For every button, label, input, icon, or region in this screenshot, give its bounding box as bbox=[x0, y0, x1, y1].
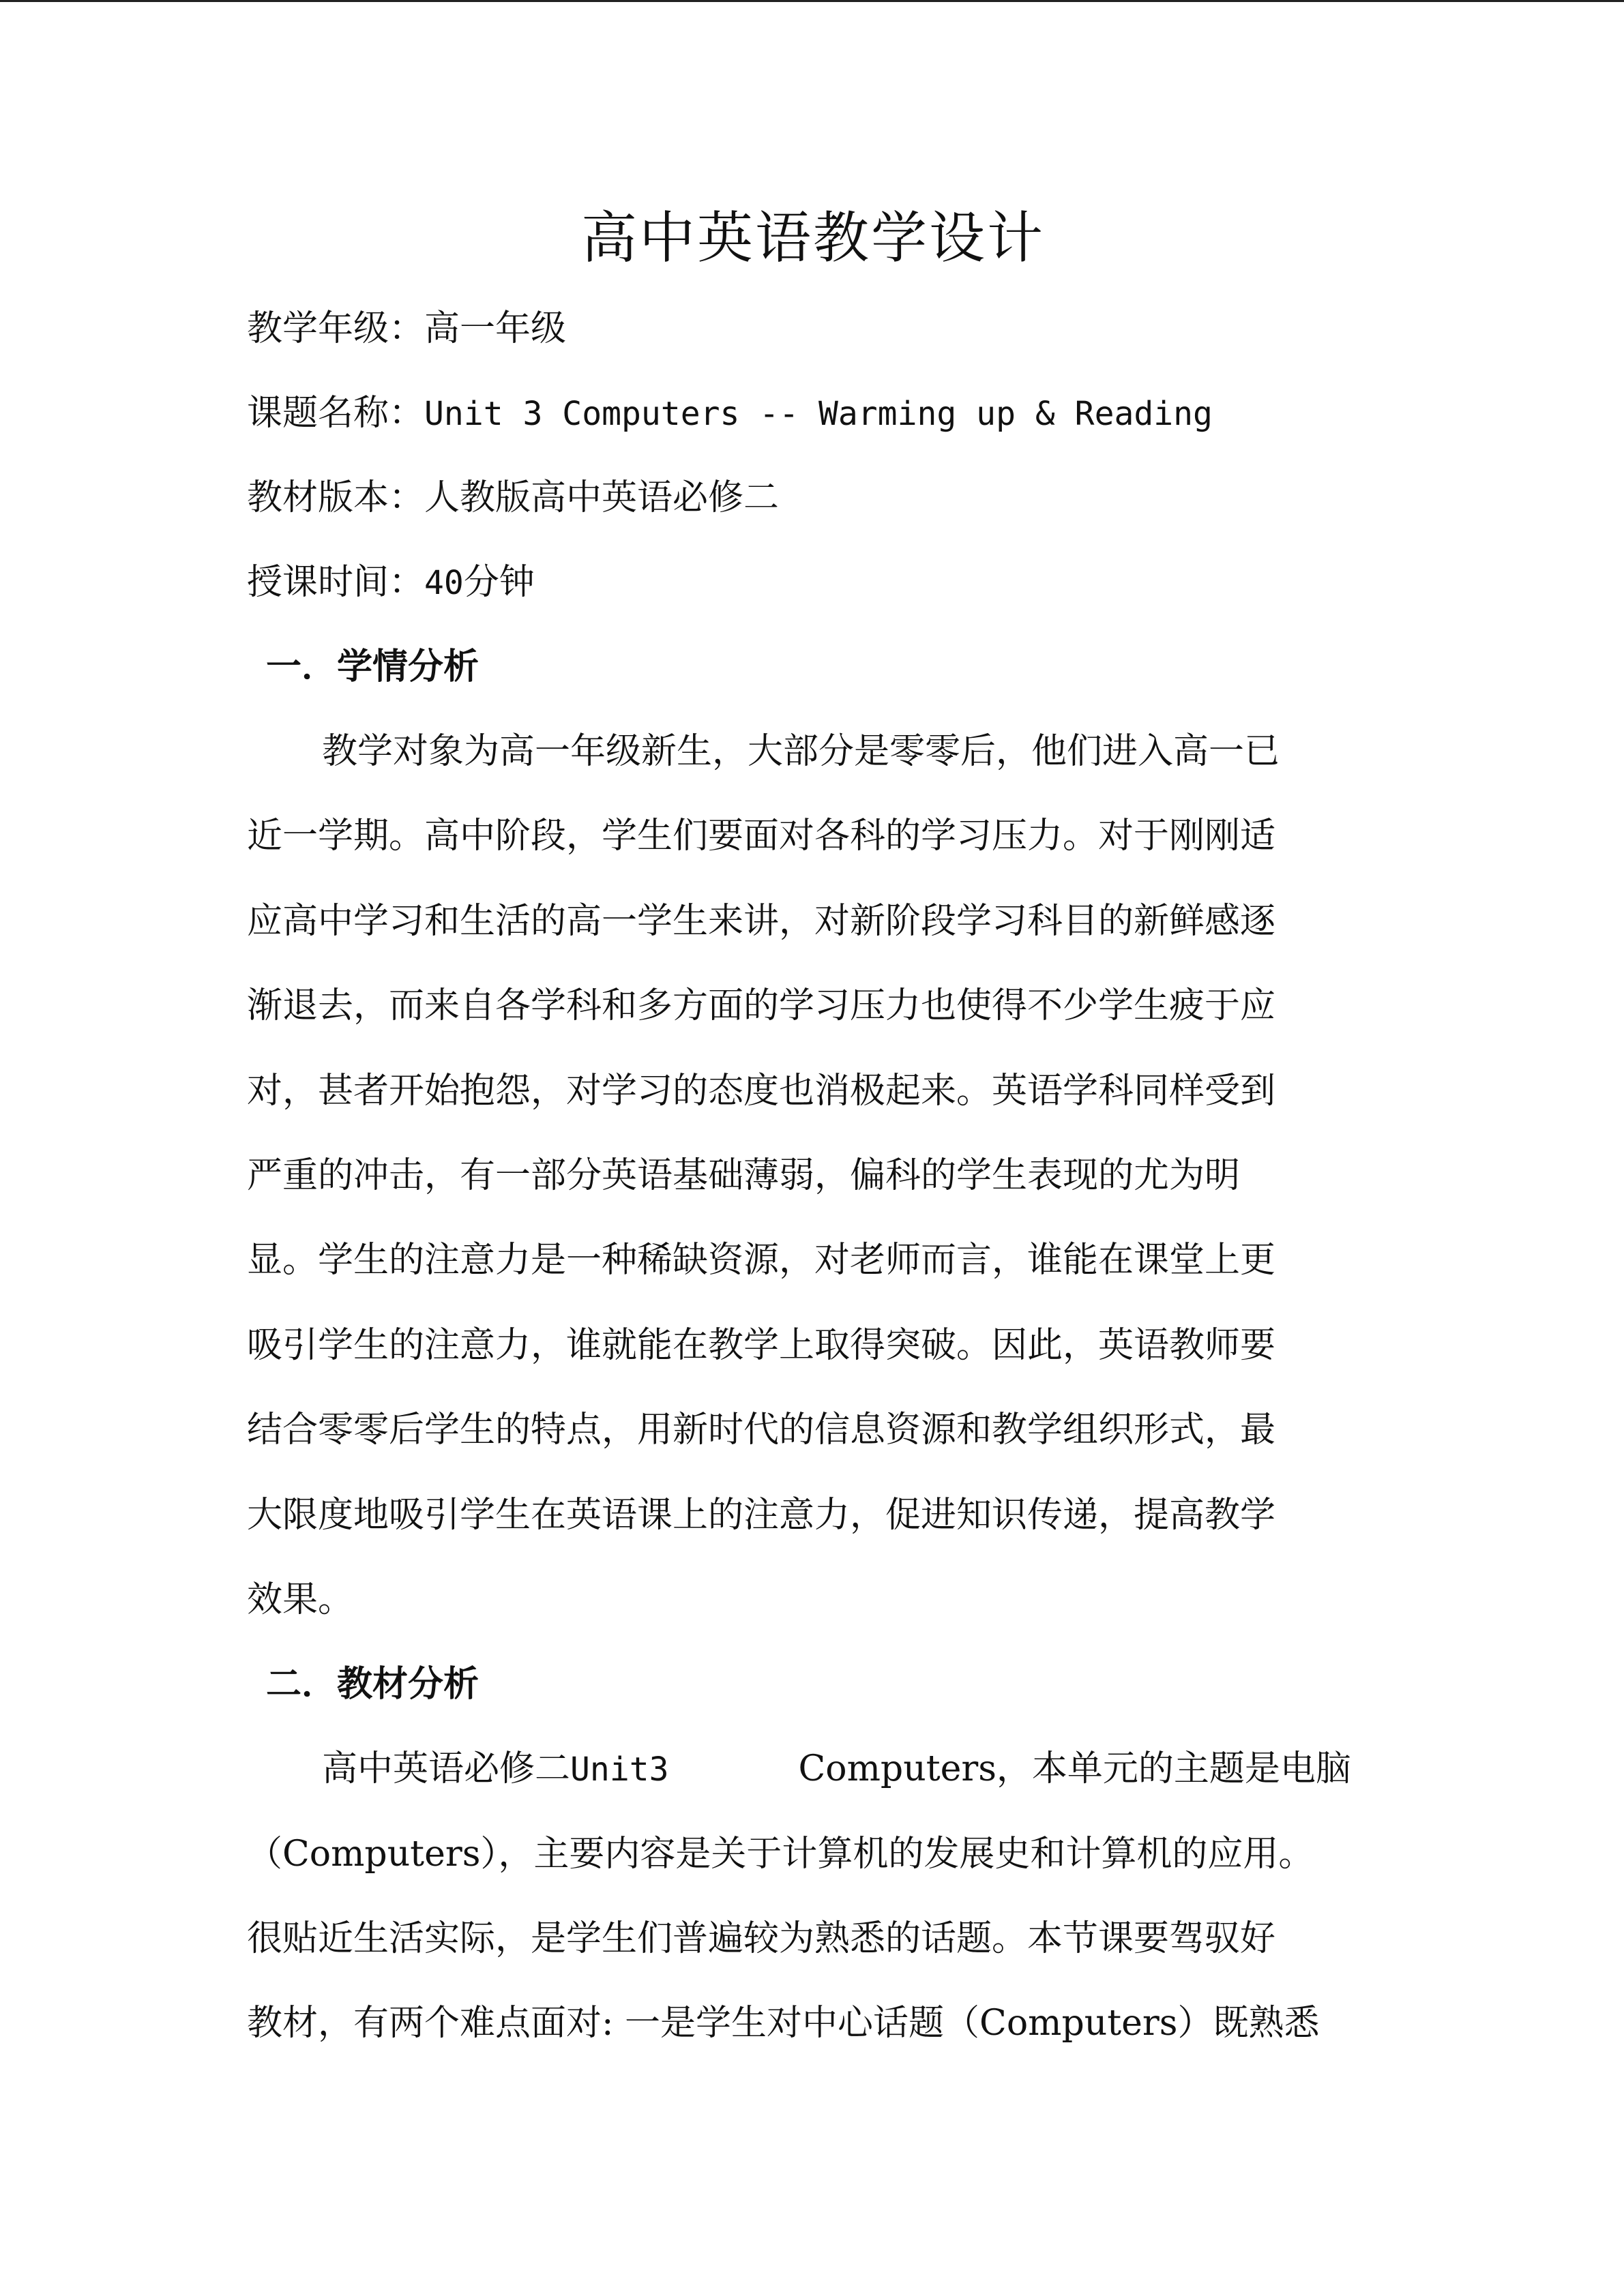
paragraph-line bbox=[247, 1727, 1379, 1811]
document-title: 高中英语教学设计 bbox=[580, 206, 1045, 271]
paragraph-text: Unit3 bbox=[570, 1750, 669, 1789]
paragraph-line: 吸引学生的注意力，谁就能在教学上取得突破。因此，英语教师要 bbox=[247, 1324, 1276, 1366]
meta-duration-unit: 分钟 bbox=[463, 562, 535, 603]
meta-topic-value: Unit 3 Computers -- Warming up & Reading bbox=[424, 395, 1213, 433]
meta-grade-label: 教学年级： bbox=[247, 308, 425, 349]
paragraph-textbook-analysis bbox=[247, 1727, 1379, 2066]
paragraph-student-analysis bbox=[247, 709, 1379, 1642]
page-top-border bbox=[0, 0, 1624, 2]
meta-duration-label: 授课时间： bbox=[247, 562, 425, 603]
paragraph-line: 显。学生的注意力是一种稀缺资源，对老师而言，谁能在课堂上更 bbox=[247, 1240, 1276, 1281]
paragraph-text: Computers，本单元的主题是电脑 bbox=[798, 1748, 1351, 1790]
meta-textbook bbox=[247, 456, 1379, 540]
paragraph-line: 很贴近生活实际，是学生们普遍较为熟悉的话题。本节课要驾驭好 bbox=[247, 1918, 1276, 1960]
section-heading-textbook-analysis: 二．教材分析 bbox=[266, 1664, 479, 1705]
paragraph-line: 对，甚者开始抱怨，对学习的态度也消极起来。英语学科同样受到 bbox=[247, 1070, 1276, 1112]
meta-duration-number: 40 bbox=[424, 564, 464, 602]
paragraph-line: 应高中学习和生活的高一学生来讲，对新阶段学习科目的新鲜感逐 bbox=[247, 900, 1276, 942]
paragraph-line: 渐退去，而来自各学科和多方面的学习压力也使得不少学生疲于应 bbox=[247, 985, 1276, 1027]
paragraph-line: 教学对象为高一年级新生，大部分是零零后，他们进入高一已 bbox=[322, 731, 1280, 772]
paragraph-line: 近一学期。高中阶段，学生们要面对各科的学习压力。对于刚刚适 bbox=[247, 816, 1276, 857]
meta-grade bbox=[247, 286, 1379, 371]
meta-grade-value: 高一年级 bbox=[424, 308, 567, 349]
paragraph-line: 大限度地吸引学生在英语课上的注意力，促进知识传递，提高教学 bbox=[247, 1494, 1276, 1536]
meta-topic bbox=[247, 371, 1379, 456]
meta-textbook-value: 人教版高中英语必修二 bbox=[424, 477, 780, 518]
section-heading-student-analysis: 一．学情分析 bbox=[266, 646, 479, 687]
paragraph-line: （Computers），主要内容是关于计算机的发展史和计算机的应用。 bbox=[247, 1833, 1314, 1875]
paragraph-line: 教材，有两个难点面对: 一是学生对中心话题（Computers）既熟悉 bbox=[247, 2003, 1320, 2044]
paragraph-line: 结合零零后学生的特点，用新时代的信息资源和教学组织形式，最 bbox=[247, 1410, 1276, 1451]
paragraph-line: 效果。 bbox=[247, 1579, 354, 1620]
paragraph-text: 高中英语必修二 bbox=[322, 1748, 571, 1790]
document-page bbox=[247, 198, 1379, 2066]
meta-topic-label: 课题名称： bbox=[247, 393, 425, 434]
meta-textbook-label: 教材版本： bbox=[247, 477, 425, 518]
meta-duration bbox=[247, 540, 1379, 625]
paragraph-line: 严重的冲击，有一部分英语基础薄弱，偏科的学生表现的尤为明 bbox=[247, 1154, 1241, 1196]
